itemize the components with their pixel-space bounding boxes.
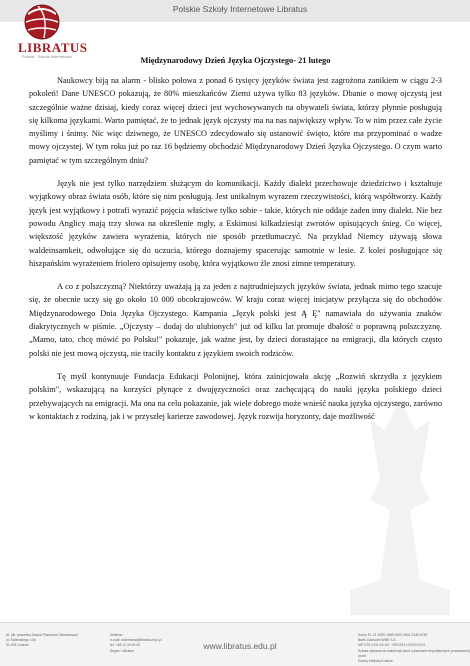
footer-line: NIP 679-XXX-XX-XX · REGON 12XXXXXXX <box>358 643 426 648</box>
footer-line: Konto PL 21 1090 1665 0000 0001 2345 6789 <box>358 633 428 637</box>
footer-line: Bank Zachodni WBK S.A. <box>358 638 397 643</box>
document-title: Międzynarodowy Dzień Języka Ojczystego- 21 lutego <box>140 56 331 65</box>
libratus-logo <box>8 0 88 60</box>
logo-subtitle: Polska · Szkoła Internetowa <box>22 54 72 59</box>
footer-line: ul. Sobieskiego 13b <box>6 638 36 643</box>
org-name: Polskie Szkoły Internetowe Libratus <box>172 4 308 14</box>
paragraph: Naukowcy biją na alarm - blisko połowa z ponad 6 tysięcy języków świata jest zagrożona zanikiem w ciągu 2-3 pokoleń! Dane UNESCO pokazują, że 80% mieszkańców Ziemi używa tylko 83 języków. Dbanie o mowę ojczystą jest szczególnie ważne dzisiaj, kiedy coraz więcej dzieci jest wychowywanych na obywateli świata, którzy płynnie posługują się kilkoma językami. Warto pamiętać, że to jednak język ojczysty ma na nas największy wpływ. To w nim przez całe życie myślimy i śnimy. Nic więc dziwnego, że UNESCO zdecydowało się ustanowić święto, które ma przypominać o wadze mowy ojczystej. W tym roku już po raz 16 będziemy obchodzić Międzynarodowy Dzień Języka Ojczystego. O czym warto pamiętać w tym szczególnym dniu? <box>29 76 442 165</box>
footer-line: e-mail: sekretariat@libratus.edu.pl <box>110 638 162 643</box>
footer-line: Szkoła wpisana do ewidencji szkół i placówek niepublicznych prowadzonej przez <box>358 648 470 658</box>
footer-line: Infolinia: <box>110 633 123 637</box>
footer-line: 31-931 Kraków <box>6 643 29 648</box>
logo-wordmark: LIBRATUS <box>18 40 88 55</box>
footer-bank <box>358 633 470 664</box>
paragraph: Tę myśl kontynuuje Fundacja Edukacji Polonijnej, która zainicjowała akcję „Rozwiń skrzydła z językiem polskim", wskazującą na korzyści płynące z dwujęzyczności oraz zachęcającą do nauki języka polskiego dzieci przebywających na emigracji. Ma ona na celu pokazanie, jak wiele dobrego może wnieść nauka języka ojczystego, zarówno w kontaktach z rodziną, jak i w przyszłej karierze zawodowej. Język rozwija horyzonty, daje możliwość <box>29 371 442 421</box>
footer-contact <box>110 633 162 654</box>
paragraph: A co z polszczyzną? Niektórzy uważają ją za jeden z najtrudniejszych języków świata, jednak mimo tego szacuje się, że obecnie uczy się go około 10 000 obcokrajowców. W kraju coraz więcej inicjatyw przyłącza się do obchodów Międzynarodowego Dnia Języka Ojczystego. Kampania „Język polski jest Ą Ę" namawiała do używania znaków diakrytycznych w piśmie. „Ojczysty – dodaj do ulubionych" już od kilku lat promuje dbałość o poprawną polszczyznę. „Mamo, tato, chcę mówić po Polsku!" pokazuje, jak ważne jest, by dzieci dorastające na emigracji, dla których często polski nie jest mową ojczystą, nie traciły kontaktu z językiem swoich rodziców. <box>29 282 442 358</box>
paragraph: Język nie jest tylko narzędziem służącym do komunikacji. Każdy dialekt przechowuje dziedzictwo i kształtuje wyjątkowy obraz świata osób, które się nim posługują. Jest unikalnym wyrazem rzeczywistości, którą współtworzy. Każdy język jest wyjątkowy i potrafi wyrazić pojęcia właściwe tylko sobie - takie, których nie oddaje żaden inny dialekt. Nie bez powodu Anglicy mają trzy słowa na określenie mgły, a Eskimosi kilkadziesiąt zwrotów opisujących śnieg. Co więcej, większość języków zawiera wyrażenia, których nie sposób przetłumaczyć. Na przykład Niemcy używają słowa waldeinsamkeit, odwołujące się do uczucia, którego doznajemy spacerując samotnie w lesie. Z kolei posługujące się hiszpańskim wyrażeniem friolero opisujemy osobę, która wyjątkowo źle znosi zimne temperatury. <box>29 179 442 268</box>
footer-line: Gminę Miejską Kraków <box>358 659 393 664</box>
footer-line: Skype: LIBratus <box>110 648 134 653</box>
footer-address <box>6 633 78 649</box>
footer-line: Al. płk. prawnika Zespół Placówek Oświatowych <box>6 633 79 637</box>
footer-line: tel. +48 12 44 00 00 <box>110 643 141 648</box>
page-footer <box>0 622 470 666</box>
footer-url[interactable]: www.libratus.edu.pl <box>203 641 277 651</box>
document-body <box>29 56 442 433</box>
globe-icon <box>8 0 78 44</box>
